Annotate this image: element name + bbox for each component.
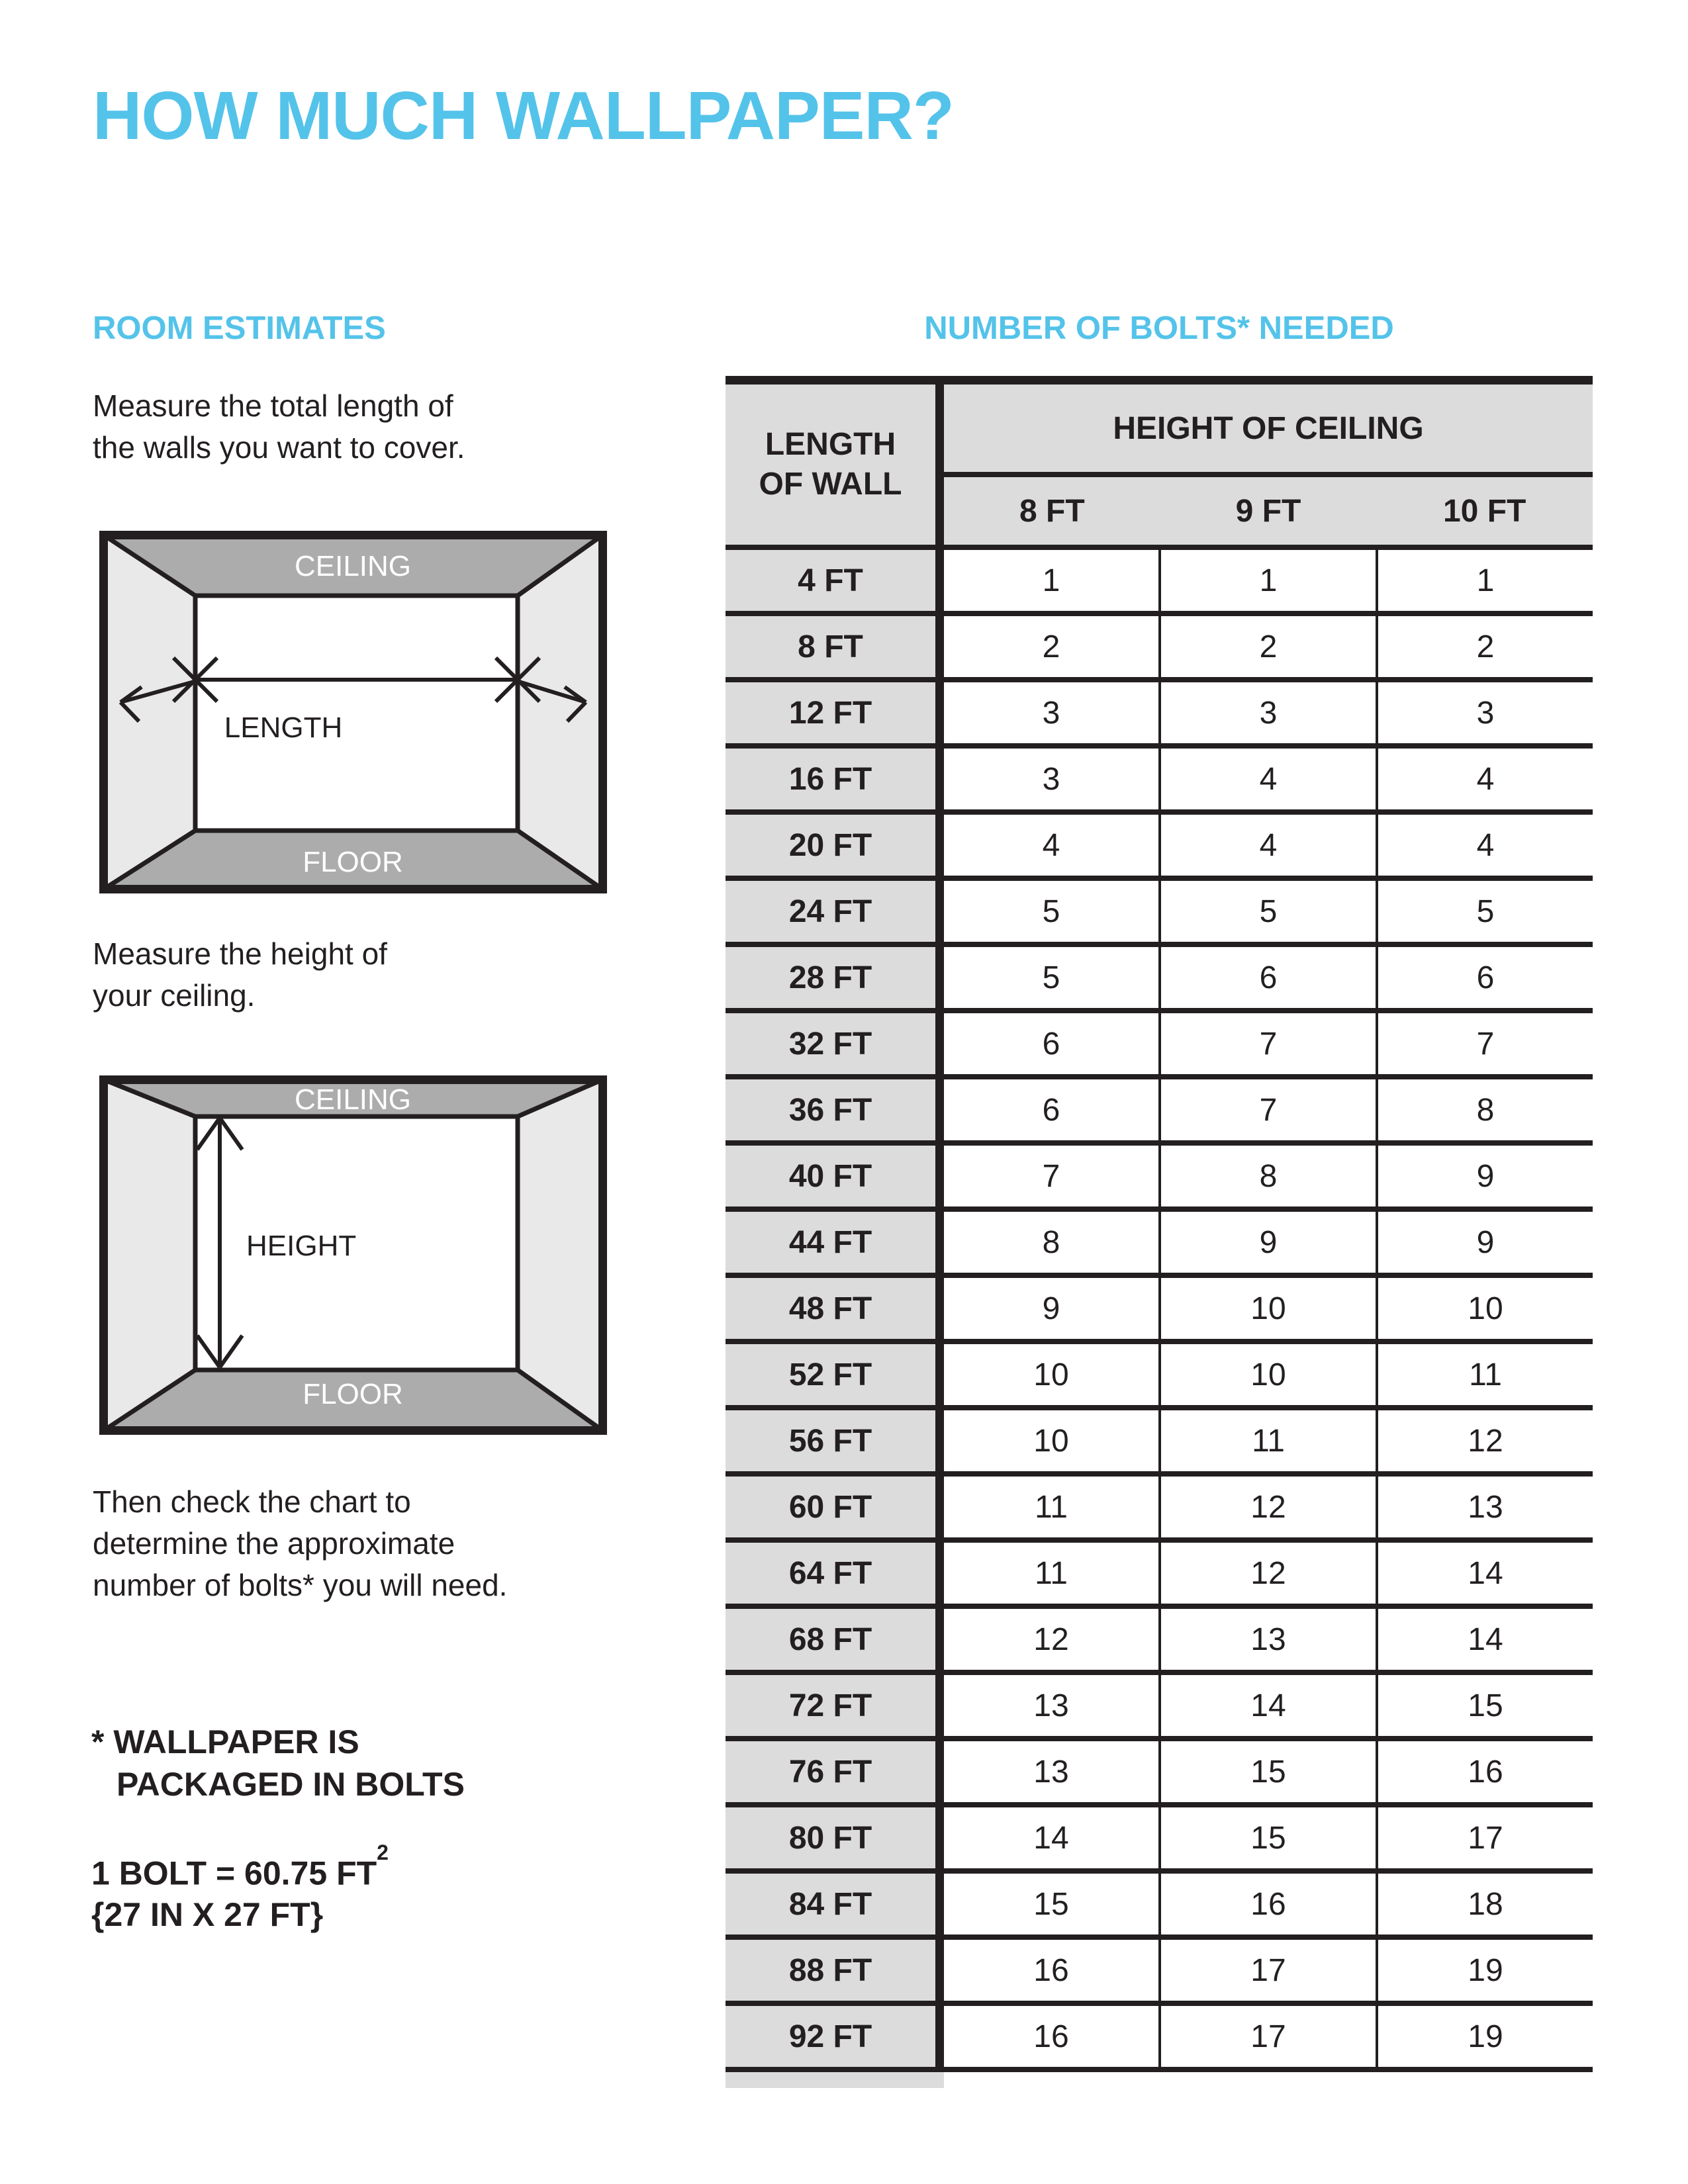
bolt-count-cell: 15 [1158, 1807, 1376, 1868]
bolt-count-cell: 12 [1158, 1477, 1376, 1537]
table-row [726, 1074, 1593, 1140]
row-label-wall-length: 76 FT [726, 1741, 944, 1802]
bolt-count-cell: 19 [1376, 2006, 1593, 2067]
bolt-count-cell: 11 [944, 1543, 1158, 1604]
bolt-count-cell: 5 [1376, 881, 1593, 942]
table-row [726, 1670, 1593, 1736]
row-label-wall-length: 72 FT [726, 1675, 944, 1736]
bolt-count-cell: 6 [944, 1079, 1158, 1140]
table-row [726, 677, 1593, 743]
table-row [726, 1604, 1593, 1670]
row-label-wall-length: 4 FT [726, 550, 944, 611]
row-label-wall-length: 44 FT [726, 1212, 944, 1273]
bolt-count-cell: 13 [944, 1741, 1158, 1802]
bolt-count-cell: 5 [1158, 881, 1376, 942]
bolt-count-cell: 13 [944, 1675, 1158, 1736]
bolt-count-cell: 11 [944, 1477, 1158, 1537]
table-top-bar [726, 376, 1593, 385]
instruction-line: Then check the chart to [93, 1484, 411, 1519]
row-label-wall-length: 88 FT [726, 1940, 944, 2001]
table-footer-strip [726, 2072, 944, 2088]
bolt-count-cell: 6 [944, 1013, 1158, 1074]
room-diagram-height [99, 1075, 607, 1435]
bolt-count-cell: 6 [1376, 947, 1593, 1008]
bolt-count-cell: 7 [1158, 1079, 1376, 1140]
length-label: LENGTH [224, 711, 343, 744]
bolt-count-cell: 17 [1158, 2006, 1376, 2067]
bolt-count-cell: 4 [1158, 749, 1376, 809]
bolt-count-cell: 17 [1376, 1807, 1593, 1868]
row-label-wall-length: 16 FT [726, 749, 944, 809]
bolt-count-cell: 16 [1376, 1741, 1593, 1802]
table-row [726, 1140, 1593, 1206]
row-label-wall-length: 20 FT [726, 815, 944, 876]
back-wall [195, 1116, 518, 1370]
bolt-count-cell: 14 [1376, 1609, 1593, 1670]
row-group-header [726, 385, 944, 545]
row-label-wall-length: 80 FT [726, 1807, 944, 1868]
bolt-count-cell: 1 [1376, 550, 1593, 611]
bolt-count-cell: 18 [1376, 1874, 1593, 1934]
row-label-wall-length: 24 FT [726, 881, 944, 942]
row-label-wall-length: 84 FT [726, 1874, 944, 1934]
row-label-wall-length: 60 FT [726, 1477, 944, 1537]
table-row [726, 1934, 1593, 2001]
instruction-measure-length [93, 385, 465, 469]
bolt-count-cell: 14 [1376, 1543, 1593, 1604]
bolt-count-cell: 19 [1376, 1940, 1593, 2001]
bolt-count-cell: 15 [1158, 1741, 1376, 1802]
table-row [726, 545, 1593, 611]
column-header-9ft: 9 FT [1235, 493, 1301, 529]
bolt-count-cell: 16 [944, 1940, 1158, 2001]
floor-label: FLOOR [303, 846, 403, 878]
bolt-count-cell: 9 [1158, 1212, 1376, 1273]
bolt-count-cell: 4 [1158, 815, 1376, 876]
bolt-count-cell: 3 [944, 682, 1158, 743]
table-header [726, 385, 1593, 545]
row-group-header-line: OF WALL [759, 467, 902, 502]
bolt-count-cell: 4 [1376, 815, 1593, 876]
table-body [726, 545, 1593, 2072]
room-diagram-length [99, 531, 607, 893]
bolt-count-cell: 9 [1376, 1146, 1593, 1206]
row-label-wall-length: 32 FT [726, 1013, 944, 1074]
bolt-count-cell: 10 [1158, 1344, 1376, 1405]
ceiling-label: CEILING [294, 1083, 412, 1116]
bolt-equation [91, 1841, 389, 1894]
row-label-wall-length: 40 FT [726, 1146, 944, 1206]
bolt-count-cell: 14 [1158, 1675, 1376, 1736]
bolt-count-cell: 16 [1158, 1874, 1376, 1934]
bolt-count-cell: 13 [1376, 1477, 1593, 1537]
bolt-count-cell: 13 [1158, 1609, 1376, 1670]
section-heading-room-estimates: ROOM ESTIMATES [93, 310, 386, 346]
column-header-8ft: 8 FT [1019, 493, 1085, 529]
bolt-dimensions: {27 IN X 27 FT} [91, 1895, 324, 1933]
bolt-count-cell: 3 [1376, 682, 1593, 743]
floor-label: FLOOR [303, 1378, 403, 1410]
instruction-line: determine the approximate [93, 1526, 455, 1561]
bolt-count-cell: 16 [944, 2006, 1158, 2067]
table-row [726, 1273, 1593, 1339]
instruction-line: number of bolts* you will need. [93, 1568, 508, 1602]
bolt-count-cell: 2 [1158, 616, 1376, 677]
bolt-size-info [91, 1841, 389, 1935]
bolt-count-cell: 11 [1158, 1410, 1376, 1471]
bolt-equation-text: 1 BOLT = 60.75 FT [91, 1854, 377, 1892]
bolt-count-cell: 8 [1376, 1079, 1593, 1140]
bolt-count-cell: 10 [1376, 1278, 1593, 1339]
page-title: HOW MUCH WALLPAPER? [93, 77, 954, 154]
section-heading-bolts-table: NUMBER OF BOLTS* NEEDED [924, 310, 1394, 346]
table-row [726, 743, 1593, 809]
table-row [726, 611, 1593, 677]
column-group-header: HEIGHT OF CEILING [944, 385, 1593, 477]
bolt-count-cell: 1 [1158, 550, 1376, 611]
row-label-wall-length: 52 FT [726, 1344, 944, 1405]
bolt-count-cell: 7 [1376, 1013, 1593, 1074]
row-label-wall-length: 36 FT [726, 1079, 944, 1140]
footnote-wallpaper-bolts [91, 1721, 465, 1805]
bolt-count-cell: 8 [1158, 1146, 1376, 1206]
table-row [726, 942, 1593, 1008]
instruction-check-chart [93, 1481, 507, 1606]
bolt-count-cell: 3 [944, 749, 1158, 809]
bolt-count-cell: 10 [944, 1344, 1158, 1405]
table-row [726, 809, 1593, 876]
bolt-count-cell: 15 [1376, 1675, 1593, 1736]
bolt-count-cell: 12 [1376, 1410, 1593, 1471]
ceiling-label: CEILING [294, 550, 412, 582]
bolt-count-cell: 10 [944, 1410, 1158, 1471]
table-row [726, 876, 1593, 942]
table-row [726, 1802, 1593, 1868]
row-group-header-line: LENGTH [765, 427, 896, 462]
height-label: HEIGHT [246, 1230, 357, 1262]
bolt-count-cell: 15 [944, 1874, 1158, 1934]
table-row [726, 1206, 1593, 1273]
bolt-count-cell: 7 [944, 1146, 1158, 1206]
bolt-count-cell: 1 [944, 550, 1158, 611]
bolt-count-cell: 10 [1158, 1278, 1376, 1339]
bolt-count-cell: 3 [1158, 682, 1376, 743]
instruction-line: your ceiling. [93, 978, 256, 1013]
bolt-count-cell: 14 [944, 1807, 1158, 1868]
row-label-wall-length: 12 FT [726, 682, 944, 743]
bolt-count-cell: 12 [1158, 1543, 1376, 1604]
bolt-count-cell: 2 [1376, 616, 1593, 677]
bolt-count-cell: 17 [1158, 1940, 1376, 2001]
bolt-count-cell: 7 [1158, 1013, 1376, 1074]
footnote-line: * WALLPAPER IS [91, 1723, 359, 1760]
table-row [726, 1339, 1593, 1405]
row-label-wall-length: 68 FT [726, 1609, 944, 1670]
row-label-wall-length: 8 FT [726, 616, 944, 677]
bolt-count-cell: 9 [944, 1278, 1158, 1339]
bolt-count-cell: 8 [944, 1212, 1158, 1273]
table-row [726, 2001, 1593, 2067]
table-row [726, 1868, 1593, 1934]
column-header-10ft: 10 FT [1442, 493, 1526, 529]
row-label-wall-length: 64 FT [726, 1543, 944, 1604]
bolt-equation-superscript: 2 [377, 1841, 389, 1864]
table-row [726, 1736, 1593, 1802]
column-headers [944, 477, 1593, 545]
instruction-measure-height [93, 933, 387, 1017]
bolt-count-cell: 2 [944, 616, 1158, 677]
instruction-line: the walls you want to cover. [93, 430, 465, 465]
column-header-area [944, 385, 1593, 545]
row-label-wall-length: 28 FT [726, 947, 944, 1008]
bolt-count-cell: 11 [1376, 1344, 1593, 1405]
bolt-count-cell: 4 [1376, 749, 1593, 809]
bolt-count-cell: 5 [944, 947, 1158, 1008]
footnote-line: PACKAGED IN BOLTS [117, 1766, 465, 1803]
bolt-count-cell: 4 [944, 815, 1158, 876]
bolt-count-cell: 6 [1158, 947, 1376, 1008]
bolt-count-cell: 5 [944, 881, 1158, 942]
instruction-line: Measure the height of [93, 936, 387, 971]
table-row [726, 1405, 1593, 1471]
row-label-wall-length: 92 FT [726, 2006, 944, 2067]
row-label-wall-length: 56 FT [726, 1410, 944, 1471]
instruction-line: Measure the total length of [93, 388, 453, 423]
bolt-count-cell: 12 [944, 1609, 1158, 1670]
bolt-count-cell: 9 [1376, 1212, 1593, 1273]
table-row [726, 1471, 1593, 1537]
bolts-table [726, 376, 1593, 2088]
row-label-wall-length: 48 FT [726, 1278, 944, 1339]
table-row [726, 1008, 1593, 1074]
table-row [726, 1537, 1593, 1604]
